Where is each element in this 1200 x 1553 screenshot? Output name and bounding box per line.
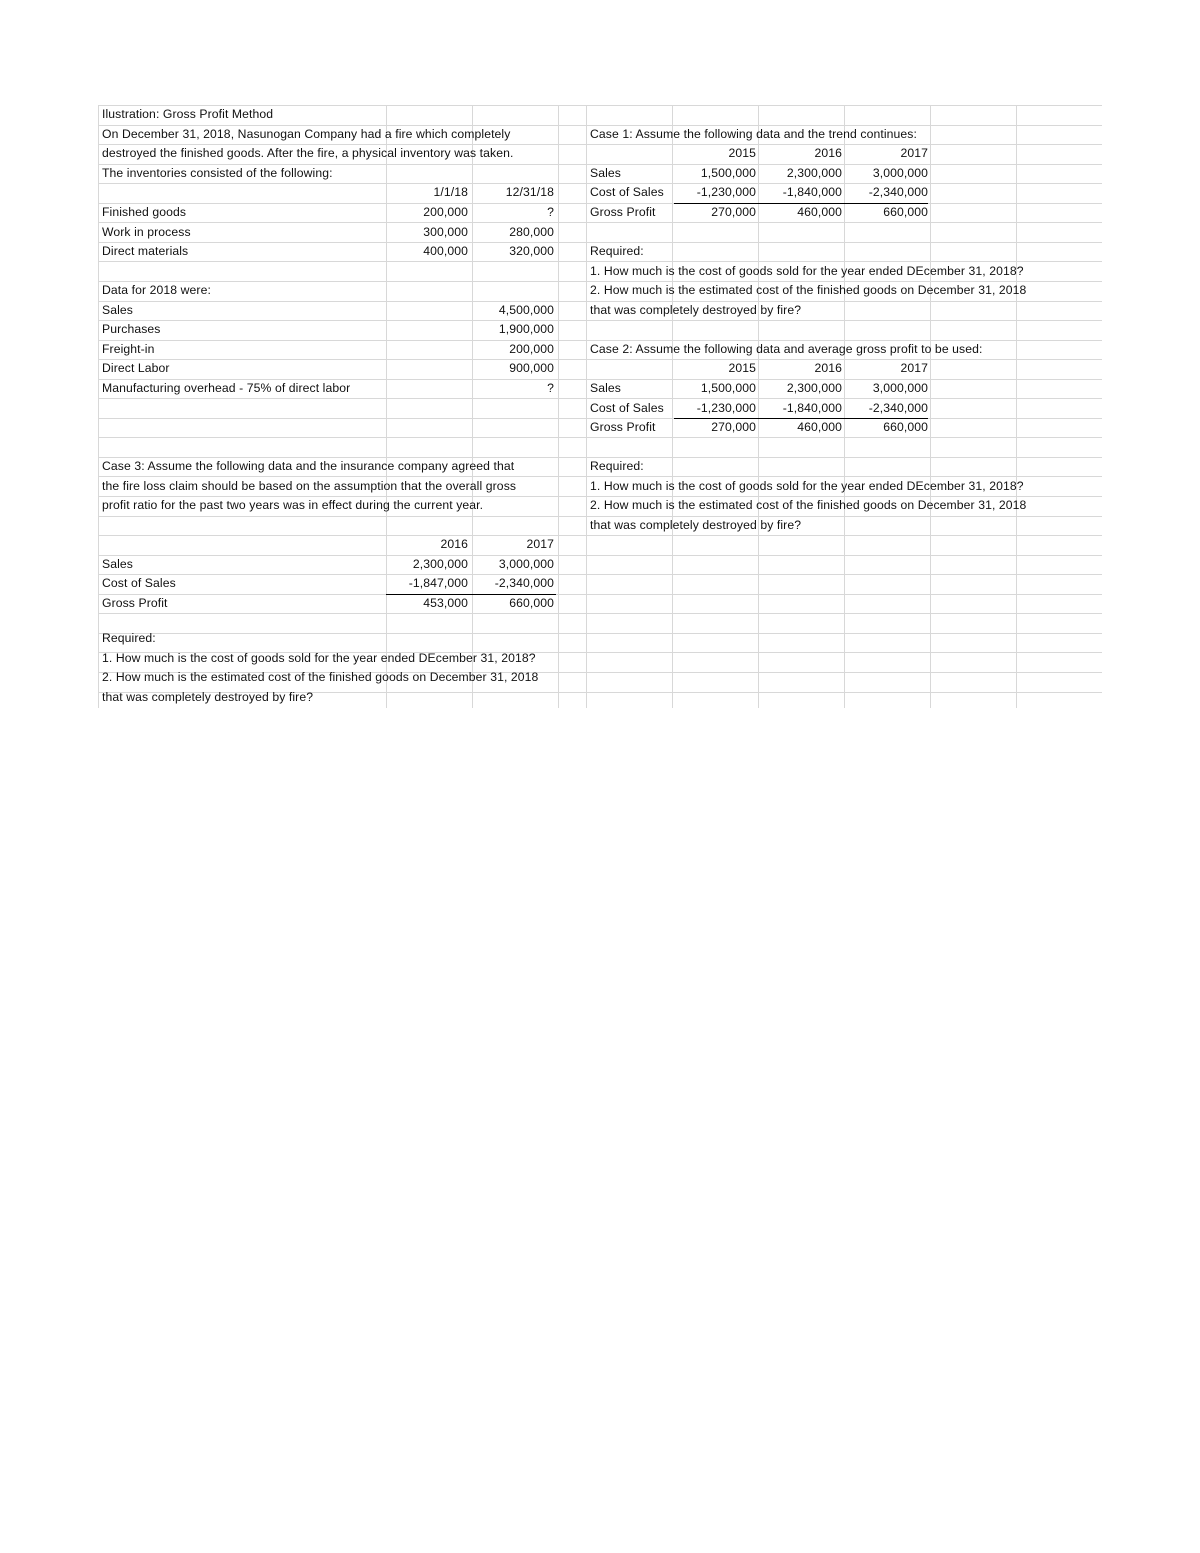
case2-required: that was completely destroyed by fire? xyxy=(590,518,802,532)
case1-required: that was completely destroyed by fire? xyxy=(590,303,802,317)
intro-line: On December 31, 2018, Nasunogan Company had a fire which completely xyxy=(102,127,511,141)
case1-label: Gross Profit xyxy=(590,205,656,219)
case2-heading: Case 2: Assume the following data and average gross profit to be used: xyxy=(590,342,983,356)
case1-label: Sales xyxy=(590,166,621,180)
case1-value: 460,000 xyxy=(797,205,842,219)
inventory-value: 400,000 xyxy=(423,244,468,258)
case1-required: Required: xyxy=(590,244,644,258)
inventory-value: 300,000 xyxy=(423,225,468,239)
case1-year: 2017 xyxy=(900,146,928,160)
data2018-label: Sales xyxy=(102,303,133,317)
data2018-value: ? xyxy=(547,381,554,395)
inventory-label: Direct materials xyxy=(102,244,189,258)
inventory-value: 320,000 xyxy=(509,244,554,258)
case3-value: 2,300,000 xyxy=(412,557,468,571)
case1-year: 2016 xyxy=(814,146,842,160)
case2-value: 2,300,000 xyxy=(786,381,842,395)
case3-value: -2,340,000 xyxy=(494,576,554,590)
data2018-value: 200,000 xyxy=(509,342,554,356)
data2018-label: Purchases xyxy=(102,322,161,336)
case1-value: 660,000 xyxy=(883,205,928,219)
case2-year: 2017 xyxy=(900,361,928,375)
case2-value: 3,000,000 xyxy=(872,381,928,395)
case2-required: 2. How much is the estimated cost of the finished goods on December 31, 2018 xyxy=(590,498,1027,512)
inventory-value: 200,000 xyxy=(423,205,468,219)
case1-value: 270,000 xyxy=(711,205,756,219)
inventory-header: 12/31/18 xyxy=(505,185,554,199)
case3-required: Required: xyxy=(102,631,156,645)
case2-value: 1,500,000 xyxy=(700,381,756,395)
case1-value: -1,230,000 xyxy=(696,185,756,199)
case3-label: Sales xyxy=(102,557,133,571)
case3-value: 660,000 xyxy=(509,596,554,610)
case1-value: 1,500,000 xyxy=(700,166,756,180)
case1-value: -1,840,000 xyxy=(782,185,842,199)
case1-year: 2015 xyxy=(728,146,756,160)
page-title: Ilustration: Gross Profit Method xyxy=(102,107,274,121)
case3-required: 1. How much is the cost of goods sold for the year ended DEcember 31, 2018? xyxy=(102,651,536,665)
intro-line: destroyed the finished goods. After the fire, a physical inventory was taken. xyxy=(102,146,514,160)
inventory-value: 280,000 xyxy=(509,225,554,239)
intro-line: The inventories consisted of the following: xyxy=(102,166,333,180)
data2018-label: Manufacturing overhead - 75% of direct labor xyxy=(102,381,351,395)
case3-value: 3,000,000 xyxy=(498,557,554,571)
case2-value: 660,000 xyxy=(883,420,928,434)
case3-label: Gross Profit xyxy=(102,596,168,610)
spreadsheet-page xyxy=(98,105,1102,708)
case2-value: -2,340,000 xyxy=(868,401,928,415)
data2018-label: Freight-in xyxy=(102,342,155,356)
case2-label: Gross Profit xyxy=(590,420,656,434)
case1-value: 3,000,000 xyxy=(872,166,928,180)
case3-year: 2017 xyxy=(526,537,554,551)
case2-required: 1. How much is the cost of goods sold for the year ended DEcember 31, 2018? xyxy=(590,479,1024,493)
case2-label: Cost of Sales xyxy=(590,401,664,415)
case2-required: Required: xyxy=(590,459,644,473)
case2-value: -1,230,000 xyxy=(696,401,756,415)
data2018-value: 4,500,000 xyxy=(498,303,554,317)
case1-value: -2,340,000 xyxy=(868,185,928,199)
case3-heading: the fire loss claim should be based on the assumption that the overall gross xyxy=(102,479,517,493)
data2018-heading: Data for 2018 were: xyxy=(102,283,211,297)
case3-heading: profit ratio for the past two years was in effect during the current year. xyxy=(102,498,484,512)
inventory-value: ? xyxy=(547,205,554,219)
case3-value: 453,000 xyxy=(423,596,468,610)
inventory-header: 1/1/18 xyxy=(433,185,468,199)
case3-label: Cost of Sales xyxy=(102,576,176,590)
inventory-label: Work in process xyxy=(102,225,191,239)
case1-required: 1. How much is the cost of goods sold for the year ended DEcember 31, 2018? xyxy=(590,264,1024,278)
case1-value: 2,300,000 xyxy=(786,166,842,180)
case1-required: 2. How much is the estimated cost of the finished goods on December 31, 2018 xyxy=(590,283,1027,297)
case2-year: 2016 xyxy=(814,361,842,375)
inventory-label: Finished goods xyxy=(102,205,187,219)
case2-value: 460,000 xyxy=(797,420,842,434)
data2018-value: 900,000 xyxy=(509,361,554,375)
case3-required: 2. How much is the estimated cost of the finished goods on December 31, 2018 xyxy=(102,670,539,684)
case2-label: Sales xyxy=(590,381,621,395)
case3-heading: Case 3: Assume the following data and the insurance company agreed that xyxy=(102,459,515,473)
case1-heading: Case 1: Assume the following data and the trend continues: xyxy=(590,127,917,141)
case2-value: 270,000 xyxy=(711,420,756,434)
case3-required: that was completely destroyed by fire? xyxy=(102,690,314,704)
data2018-value: 1,900,000 xyxy=(498,322,554,336)
case3-year: 2016 xyxy=(440,537,468,551)
case1-label: Cost of Sales xyxy=(590,185,664,199)
data2018-label: Direct Labor xyxy=(102,361,170,375)
case2-value: -1,840,000 xyxy=(782,401,842,415)
case3-value: -1,847,000 xyxy=(408,576,468,590)
case2-year: 2015 xyxy=(728,361,756,375)
